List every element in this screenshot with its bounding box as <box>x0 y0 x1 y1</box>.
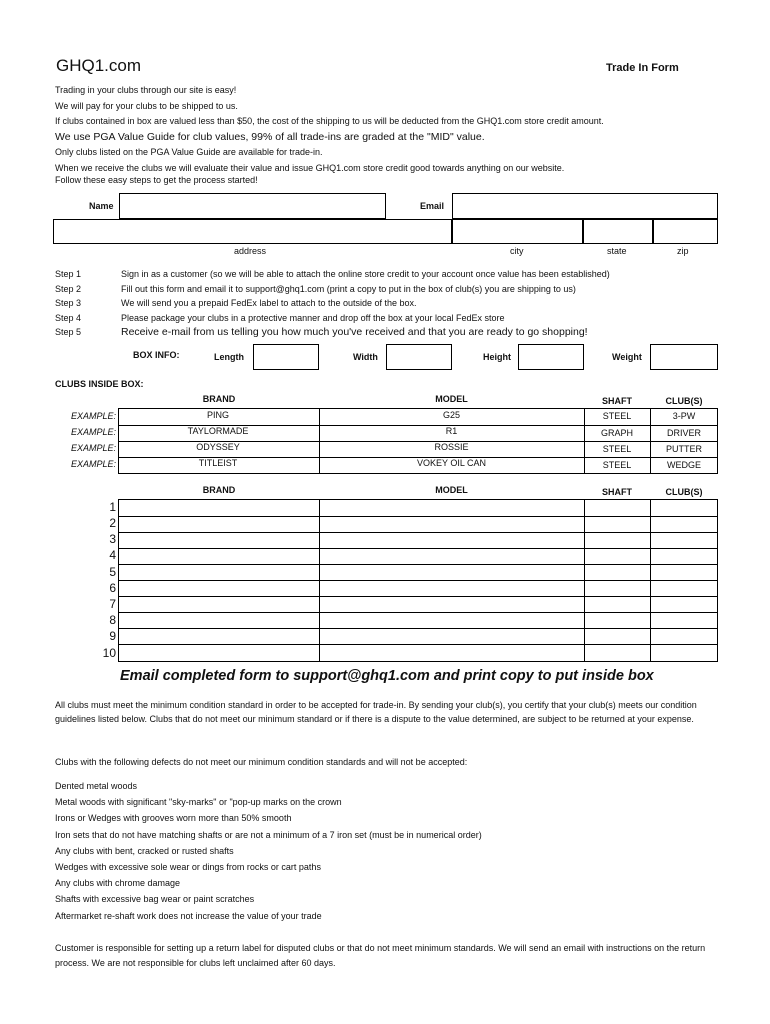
defect-item: Any clubs with bent, cracked or rusted shafts <box>55 845 234 856</box>
example-shaft: STEEL <box>602 411 632 421</box>
site-logo: GHQ1.com <box>56 56 142 75</box>
defect-item: Iron sets that do not have matching shafts or are not a minimum of a 7 iron set (must be in numerical order) <box>55 829 482 840</box>
step-number: Step 1 <box>55 269 82 279</box>
defect-item: Dented metal woods <box>55 781 138 791</box>
length-field[interactable] <box>253 344 319 370</box>
model-header: MODEL <box>435 485 468 495</box>
example-label: EXAMPLE: <box>70 411 116 421</box>
model-header: MODEL <box>435 394 468 404</box>
example-brand: ODYSSEY <box>196 442 240 452</box>
email-label: Email <box>420 201 445 211</box>
step-row <box>55 267 610 282</box>
example-brand: PING <box>206 410 229 420</box>
row-number: 5 <box>109 565 116 579</box>
state-label: state <box>607 246 627 256</box>
zip-field[interactable] <box>653 219 718 244</box>
defect-item: Wedges with excessive sole wear or dings from rocks or cart paths <box>55 861 321 872</box>
step-row <box>55 282 610 297</box>
row-number: 4 <box>109 548 116 562</box>
example-club: 3-PW <box>672 411 696 421</box>
shaft-header: SHAFT <box>602 396 632 406</box>
example-club: DRIVER <box>666 428 701 438</box>
height-field[interactable] <box>518 344 584 370</box>
clubs-section-title: CLUBS INSIDE BOX: <box>55 379 144 389</box>
example-label: EXAMPLE: <box>70 427 116 437</box>
step-row <box>55 296 610 311</box>
step-text: Receive e-mail from us telling you how much you've received and that you are ready to go shopping! <box>121 326 588 338</box>
width-field[interactable] <box>386 344 452 370</box>
row-number: 6 <box>109 581 116 595</box>
example-shaft: STEEL <box>602 460 632 470</box>
step-text: We will send you a prepaid FedEx label to attach to the outside of the box. <box>121 298 417 308</box>
weight-label: Weight <box>612 352 642 362</box>
height-label: Height <box>483 352 511 362</box>
condition-paragraph: All clubs must meet the minimum condition standard in order to be accepted for trade-in. By sending your club(s), you certify that your club(s) meets our condition guidelines listed below. Clubs that do not meet our minimum standard or if there is a dispute to the value determined, are subject to be returned at your expense. <box>55 700 697 724</box>
clubs-entry-table[interactable] <box>118 499 718 662</box>
example-club: PUTTER <box>666 444 702 454</box>
clubs-header: CLUB(S) <box>665 396 703 406</box>
defect-item: Shafts with excessive bag wear or paint scratches <box>55 894 255 905</box>
defect-item: Any clubs with chrome damage <box>55 878 181 889</box>
name-label: Name <box>89 201 114 211</box>
intro-line: If clubs contained in box are valued less than $50, the cost of the shipping to us will be deducted from the GHQ1.com store credit amount. <box>55 116 604 126</box>
follow-steps-text: Follow these easy steps to get the process started! <box>55 175 258 185</box>
city-label: city <box>510 246 524 256</box>
example-club: WEDGE <box>666 460 701 470</box>
form-title: Trade In Form <box>606 62 679 74</box>
example-shaft: STEEL <box>602 444 632 454</box>
clubs-header: CLUB(S) <box>665 487 703 497</box>
step-number: Step 4 <box>55 312 82 323</box>
intro-line: Trading in your clubs through our site is easy! <box>55 85 237 95</box>
steps-list <box>55 267 610 340</box>
closing-paragraph: Customer is responsible for setting up a return label for disputed clubs or that do not meet minimum standards. We will send an email with instructions on the return process. We are not responsible for clubs left unclaimed after 60 days. <box>55 943 706 968</box>
length-label: Length <box>214 352 244 362</box>
example-label: EXAMPLE: <box>70 459 116 469</box>
width-label: Width <box>353 352 378 362</box>
row-number: 10 <box>102 646 116 660</box>
email-instruction: Email completed form to support@ghq1.com and print copy to put inside box <box>120 668 654 684</box>
example-shaft: GRAPH <box>600 428 633 438</box>
example-model: G25 <box>442 410 460 420</box>
defect-item: Irons or Wedges with grooves worn more than 50% smooth <box>55 813 292 824</box>
intro-line: We use PGA Value Guide for club values, 99% of all trade-ins are graded at the "MID" value. <box>55 130 485 143</box>
defect-item: Aftermarket re-shaft work does not increase the value of your trade <box>55 910 322 921</box>
state-field[interactable] <box>583 219 653 244</box>
address-field[interactable] <box>53 219 452 244</box>
step-number: Step 2 <box>55 283 82 294</box>
example-label: EXAMPLE: <box>70 443 116 453</box>
address-label: address <box>234 246 267 256</box>
shaft-header: SHAFT <box>602 487 632 497</box>
brand-header: BRAND <box>202 394 236 404</box>
step-number: Step 5 <box>55 327 82 337</box>
example-model: R1 <box>445 426 458 436</box>
example-brand: TAYLORMADE <box>187 426 249 436</box>
row-number: 1 <box>109 500 116 514</box>
row-number: 2 <box>109 516 116 530</box>
example-model: VOKEY OIL CAN <box>416 458 487 468</box>
row-number: 3 <box>109 532 116 546</box>
box-info-label: BOX INFO: <box>133 350 180 360</box>
step-text: Fill out this form and email it to support@ghq1.com (print a copy to put in the box of club(s) you are shipping to us) <box>121 283 576 294</box>
step-row <box>55 311 610 326</box>
example-model: ROSSIE <box>434 442 469 452</box>
intro-line: We will pay for your clubs to be shipped to us. <box>55 100 238 111</box>
intro-line: When we receive the clubs we will evaluate their value and issue GHQ1.com store credit good towards anything on our website. <box>55 162 565 173</box>
step-text: Sign in as a customer (so we will be able to attach the online store credit to your account once value has been established) <box>121 269 610 279</box>
intro-text <box>55 83 735 176</box>
row-number: 7 <box>109 597 116 611</box>
weight-field[interactable] <box>650 344 718 370</box>
intro-line: Only clubs listed on the PGA Value Guide are available for trade-in. <box>55 147 323 157</box>
defect-item: Metal woods with significant "sky-marks" or "pop-up marks on the crown <box>55 797 342 808</box>
email-field[interactable] <box>452 193 718 219</box>
step-number: Step 3 <box>55 298 82 308</box>
defects-intro: Clubs with the following defects do not meet our minimum condition standards and will not be accepted: <box>55 757 468 767</box>
step-text: Please package your clubs in a protective manner and drop off the box at your local FedEx store <box>121 312 505 323</box>
row-number: 8 <box>109 613 116 627</box>
name-field[interactable] <box>119 193 386 219</box>
city-field[interactable] <box>452 219 583 244</box>
zip-label: zip <box>677 246 689 256</box>
row-number: 9 <box>109 629 116 643</box>
example-brand: TITLEIST <box>198 458 238 468</box>
defects-list <box>55 778 482 924</box>
step-row <box>55 325 610 340</box>
brand-header: BRAND <box>202 485 236 495</box>
